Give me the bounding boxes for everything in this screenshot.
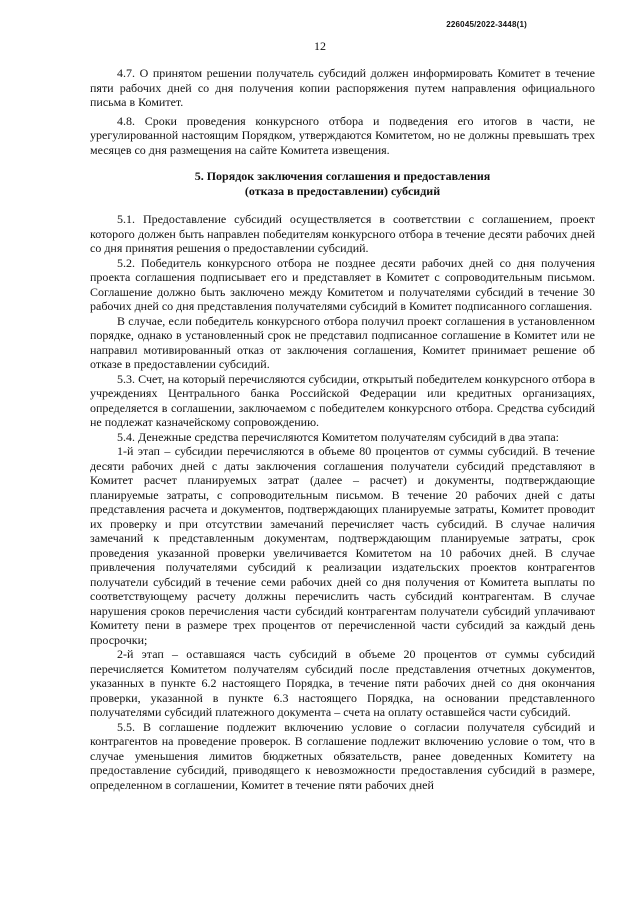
document-id: 226045/2022-3448(1): [446, 20, 527, 29]
paragraph-5-4: 5.4. Денежные средства перечисляются Комитетом получателям субсидий в два этапа:: [117, 429, 560, 444]
paragraph-4-7: 4.7. О принятом решении получатель субсидий должен информировать Комитет в течение пяти рабочих дней со дня получения копии распоряжения путем направления официального письма в Комитет.: [90, 66, 595, 109]
paragraph-4-8: 4.8. Сроки проведения конкурсного отбора и подведения его итогов в части, не урегулированной настоящим Порядком, утверждаются Комитетом, но не должны превышать трех месяцев со дня размещения на сайте Комитета извещения.: [90, 113, 595, 157]
paragraph-stage-2: 2-й этап – оставшаяся часть субсидий в объеме 20 процентов от суммы субсидий перечисляется Комитетом получателям субсидий после представления отчетных документов, указанных в пункте 6.2 настоящего Порядка, в течение пяти рабочих дней со дня окончания проверки, указанной в пункте 6.3 настоящего Порядка, на основании представленного получателями субсидий платежного документа – счета на оплату оставшейся части субсидий.: [90, 647, 595, 719]
section-5-heading: [90, 169, 595, 198]
page-number: 12: [314, 39, 326, 53]
paragraph-5-3: 5.3. Счет, на который перечисляются субсидии, открытый победителем конкурсного отбора в учреждениях Центрального банка Российской Федерации или кредитных организациях, определяется в соглашении, заключаемом с победителем конкурсного отбора. Средства субсидий не подлежат казначейскому сопровождению.: [90, 371, 595, 429]
paragraph-5-5: 5.5. В соглашение подлежит включению условие о согласии получателя субсидий и контрагентов на проведение проверок. В соглашение подлежит включению условие о том, что в случае уменьшения лимитов бюджетных обязательств, ранее доведенных Комитету на предоставление субсидий, приводящего к невозможности предоставления субсидий в размере, определенном в соглашении, Комитет в течение пяти рабочих дней: [90, 719, 595, 792]
section-5-title-line-2: (отказа в предоставлении) субсидий: [244, 183, 441, 198]
section-5-title-line-1: 5. Порядок заключения соглашения и предоставления: [194, 169, 491, 183]
paragraph-5-1: 5.1. Предоставление субсидий осуществляется в соответствии с соглашением, проект которого должен быть направлен победителям конкурсного отбора в течение десяти рабочих дней со дня принятия решения о предоставлении субсидий.: [90, 212, 595, 255]
document-body: [90, 66, 595, 792]
paragraph-5-2-refusal: В случае, если победитель конкурсного отбора получил проект соглашения в установленном порядке, однако в установленный срок не представил подписанное соглашение в Комитет или не направил мотивированный отказ от заключения соглашения, Комитет принимает решение об отказе в предоставлении субсидий.: [90, 313, 595, 371]
paragraph-stage-1: 1-й этап – субсидии перечисляются в объеме 80 процентов от суммы субсидий. В течение десяти рабочих дней с даты заключения соглашения получатели субсидий представляют в Комитет расчет планируемых затрат (далее – расчет) и документы, подтверждающие планируемые затраты, с сопроводительным письмом. В течение 20 рабочих дней с даты представления расчета и документов, подтверждающих планируемые затраты, Комитет проводит их проверку и при отсутствии замечаний перечисляет часть субсидий. В случае наличия замечаний к представленным документам, подтверждающим планируемые затраты, срок проведения указанной проверки увеличивается Комитетом на 10 рабочих дней. В случае привлечения получателями субсидий к реализации издательских проектов контрагентов получатели субсидий в течение семи рабочих дней со дня получения от Комитета выплаты по соответствующему расчету должны перечислить часть субсидий контрагентам. В случае нарушения сроков перечисления части субсидий контрагентам получатели субсидий уплачивают Комитету пени в размере трех процентов от перечисленной части субсидий за каждый день просрочки;: [90, 444, 595, 647]
paragraph-5-2: 5.2. Победитель конкурсного отбора не позднее десяти рабочих дней со дня получения проекта соглашения подписывает его и представляет в Комитет с сопроводительным письмом. Соглашение должно быть заключено между Комитетом и получателями субсидий в течение 30 рабочих дней со дня представления получателями субсидий в Комитет подписанного соглашения.: [90, 255, 595, 313]
